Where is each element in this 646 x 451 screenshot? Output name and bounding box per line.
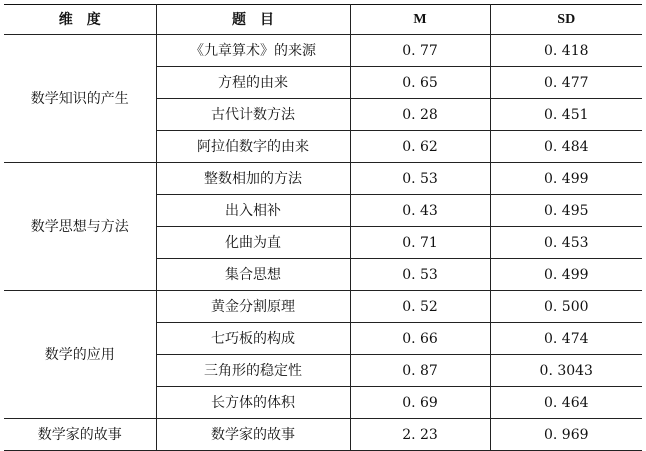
m-cell: 0. 43	[350, 195, 490, 227]
item-cell: 《九章算术》的来源	[156, 35, 350, 67]
sd-cell: 0. 418	[490, 35, 642, 67]
dimension-cell: 数学的应用	[4, 291, 156, 419]
m-cell: 0. 87	[350, 355, 490, 387]
dimension-cell: 数学知识的产生	[4, 35, 156, 163]
m-cell: 0. 53	[350, 259, 490, 291]
sd-cell: 0. 464	[490, 387, 642, 419]
item-cell: 黄金分割原理	[156, 291, 350, 323]
dimension-cell: 数学家的故事	[4, 419, 156, 451]
m-cell: 0. 28	[350, 99, 490, 131]
sd-cell: 0. 969	[490, 419, 642, 451]
header-m: M	[350, 5, 490, 35]
m-cell: 0. 77	[350, 35, 490, 67]
sd-cell: 0. 484	[490, 131, 642, 163]
header-row	[4, 5, 642, 35]
sd-cell: 0. 477	[490, 67, 642, 99]
table-body	[4, 35, 642, 451]
m-cell: 0. 52	[350, 291, 490, 323]
m-cell: 0. 62	[350, 131, 490, 163]
m-cell: 0. 65	[350, 67, 490, 99]
sd-cell: 0. 453	[490, 227, 642, 259]
m-cell: 0. 66	[350, 323, 490, 355]
dimension-cell: 数学思想与方法	[4, 163, 156, 291]
sd-cell: 0. 499	[490, 163, 642, 195]
header-item: 题 目	[156, 5, 350, 35]
item-cell: 集合思想	[156, 259, 350, 291]
table-row	[4, 291, 642, 323]
item-cell: 阿拉伯数字的由来	[156, 131, 350, 163]
m-cell: 2. 23	[350, 419, 490, 451]
m-cell: 0. 69	[350, 387, 490, 419]
m-cell: 0. 53	[350, 163, 490, 195]
item-cell: 数学家的故事	[156, 419, 350, 451]
statistics-table	[4, 4, 642, 451]
sd-cell: 0. 474	[490, 323, 642, 355]
item-cell: 整数相加的方法	[156, 163, 350, 195]
item-cell: 方程的由来	[156, 67, 350, 99]
item-cell: 七巧板的构成	[156, 323, 350, 355]
sd-cell: 0. 495	[490, 195, 642, 227]
item-cell: 出入相补	[156, 195, 350, 227]
header-dimension: 维 度	[4, 5, 156, 35]
item-cell: 化曲为直	[156, 227, 350, 259]
table-header	[4, 5, 642, 35]
sd-cell: 0. 499	[490, 259, 642, 291]
table-row	[4, 419, 642, 451]
item-cell: 长方体的体积	[156, 387, 350, 419]
sd-cell: 0. 451	[490, 99, 642, 131]
item-cell: 古代计数方法	[156, 99, 350, 131]
m-cell: 0. 71	[350, 227, 490, 259]
table-row	[4, 35, 642, 67]
item-cell: 三角形的稳定性	[156, 355, 350, 387]
sd-cell: 0. 3043	[490, 355, 642, 387]
table-row	[4, 163, 642, 195]
sd-cell: 0. 500	[490, 291, 642, 323]
header-sd: SD	[490, 5, 642, 35]
